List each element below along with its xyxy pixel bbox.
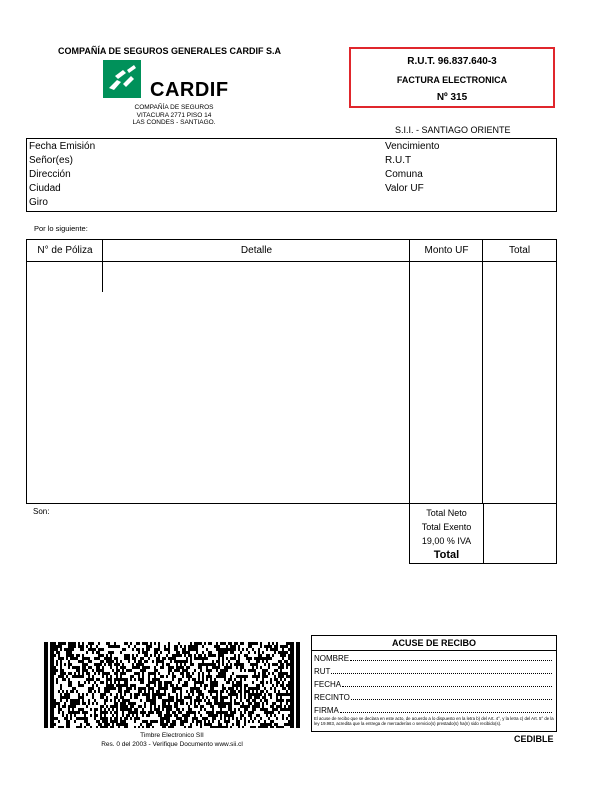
column-header-total: Total <box>508 245 531 256</box>
iva-label: 19,00 % IVA <box>421 536 472 546</box>
totals-box <box>409 503 557 564</box>
acuse-field-nombre <box>314 651 552 663</box>
rut-number: R.U.T. 96.837.640-3 <box>407 56 497 67</box>
field-label: FECHA <box>314 680 342 689</box>
acuse-title: ACUSE DE RECIBO <box>391 638 476 648</box>
document-id-box <box>349 47 555 108</box>
header-divider <box>27 261 556 262</box>
son-label: Son: <box>33 507 50 516</box>
column-divider <box>102 240 103 292</box>
acuse-field-recinto <box>314 690 552 702</box>
fill-line <box>350 660 552 661</box>
total-neto-label: Total Neto <box>426 508 467 518</box>
field-label: Ciudad <box>29 183 61 194</box>
company-address <box>104 104 244 127</box>
field-label: RUT <box>314 667 331 676</box>
address-line: COMPAÑÍA DE SEGUROS <box>134 104 214 111</box>
logo-wordmark: CARDIF <box>150 79 229 101</box>
acuse-recibo-box <box>311 635 557 732</box>
timbre-label: Timbre Electronico SII <box>140 732 204 739</box>
items-table <box>26 239 557 504</box>
por-lo-siguiente: Por lo siguiente: <box>34 224 88 233</box>
fill-line <box>340 712 552 713</box>
field-label: Dirección <box>29 169 71 180</box>
address-line: VITACURA 2771 PISO 14 <box>136 111 212 119</box>
column-divider <box>409 240 410 503</box>
fill-line <box>351 699 552 700</box>
acuse-legal-note: El acuse de recibo que se declara en este acto, de acuerdo a lo dispuesto en la letra b) del Art. 4°, y la letra c) del Art. 5° de la ley 19.983, acredita que la entrega de mercaderías o servicio(s) prestado(s) ha(n) sido recibido(s). <box>314 716 554 726</box>
total-label: Total <box>433 549 460 561</box>
document-number: Nº 315 <box>436 92 468 103</box>
sii-office: S.I.I. - SANTIAGO ORIENTE <box>395 125 511 135</box>
pdf417-barcode <box>44 642 300 728</box>
customer-right-fields <box>385 140 439 196</box>
field-label: Valor UF <box>385 183 424 194</box>
field-label: NOMBRE <box>314 654 350 663</box>
totals-divider <box>483 503 484 563</box>
acuse-field-fecha <box>314 677 552 689</box>
company-name: COMPAÑÍA DE SEGUROS GENERALES CARDIF S.A <box>58 46 282 56</box>
column-header-monto: Monto UF <box>424 245 469 256</box>
field-label: RECINTO <box>314 693 350 702</box>
timbre-electronico <box>44 731 300 749</box>
document-type: FACTURA ELECTRONICA <box>396 75 508 85</box>
fill-line <box>342 686 552 687</box>
cedible-label: CEDIBLE <box>514 734 554 744</box>
cardif-logo-icon <box>103 60 141 98</box>
column-header-detalle: Detalle <box>240 245 273 256</box>
field-label: Comuna <box>385 169 423 180</box>
timbre-resolution: Res. 0 del 2003 - Verifique Documento www.sii.cl <box>101 741 243 748</box>
field-label: Fecha Emisión <box>29 141 96 152</box>
field-label: R.U.T <box>385 155 412 166</box>
field-label: Vencimiento <box>385 141 440 152</box>
field-label: Señor(es) <box>29 155 73 166</box>
acuse-field-rut <box>314 664 552 676</box>
field-label: FIRMA <box>314 706 339 715</box>
totals-labels <box>410 506 483 562</box>
field-label: Giro <box>29 197 48 208</box>
fill-line <box>331 673 552 674</box>
customer-info-box <box>26 138 557 212</box>
customer-left-fields <box>29 140 95 210</box>
column-header-poliza: N° de Póliza <box>37 245 93 256</box>
acuse-field-firma <box>314 703 552 715</box>
total-exento-label: Total Exento <box>421 522 472 532</box>
column-divider <box>482 240 483 503</box>
address-line: LAS CONDES - SANTIAGO. <box>132 119 216 126</box>
